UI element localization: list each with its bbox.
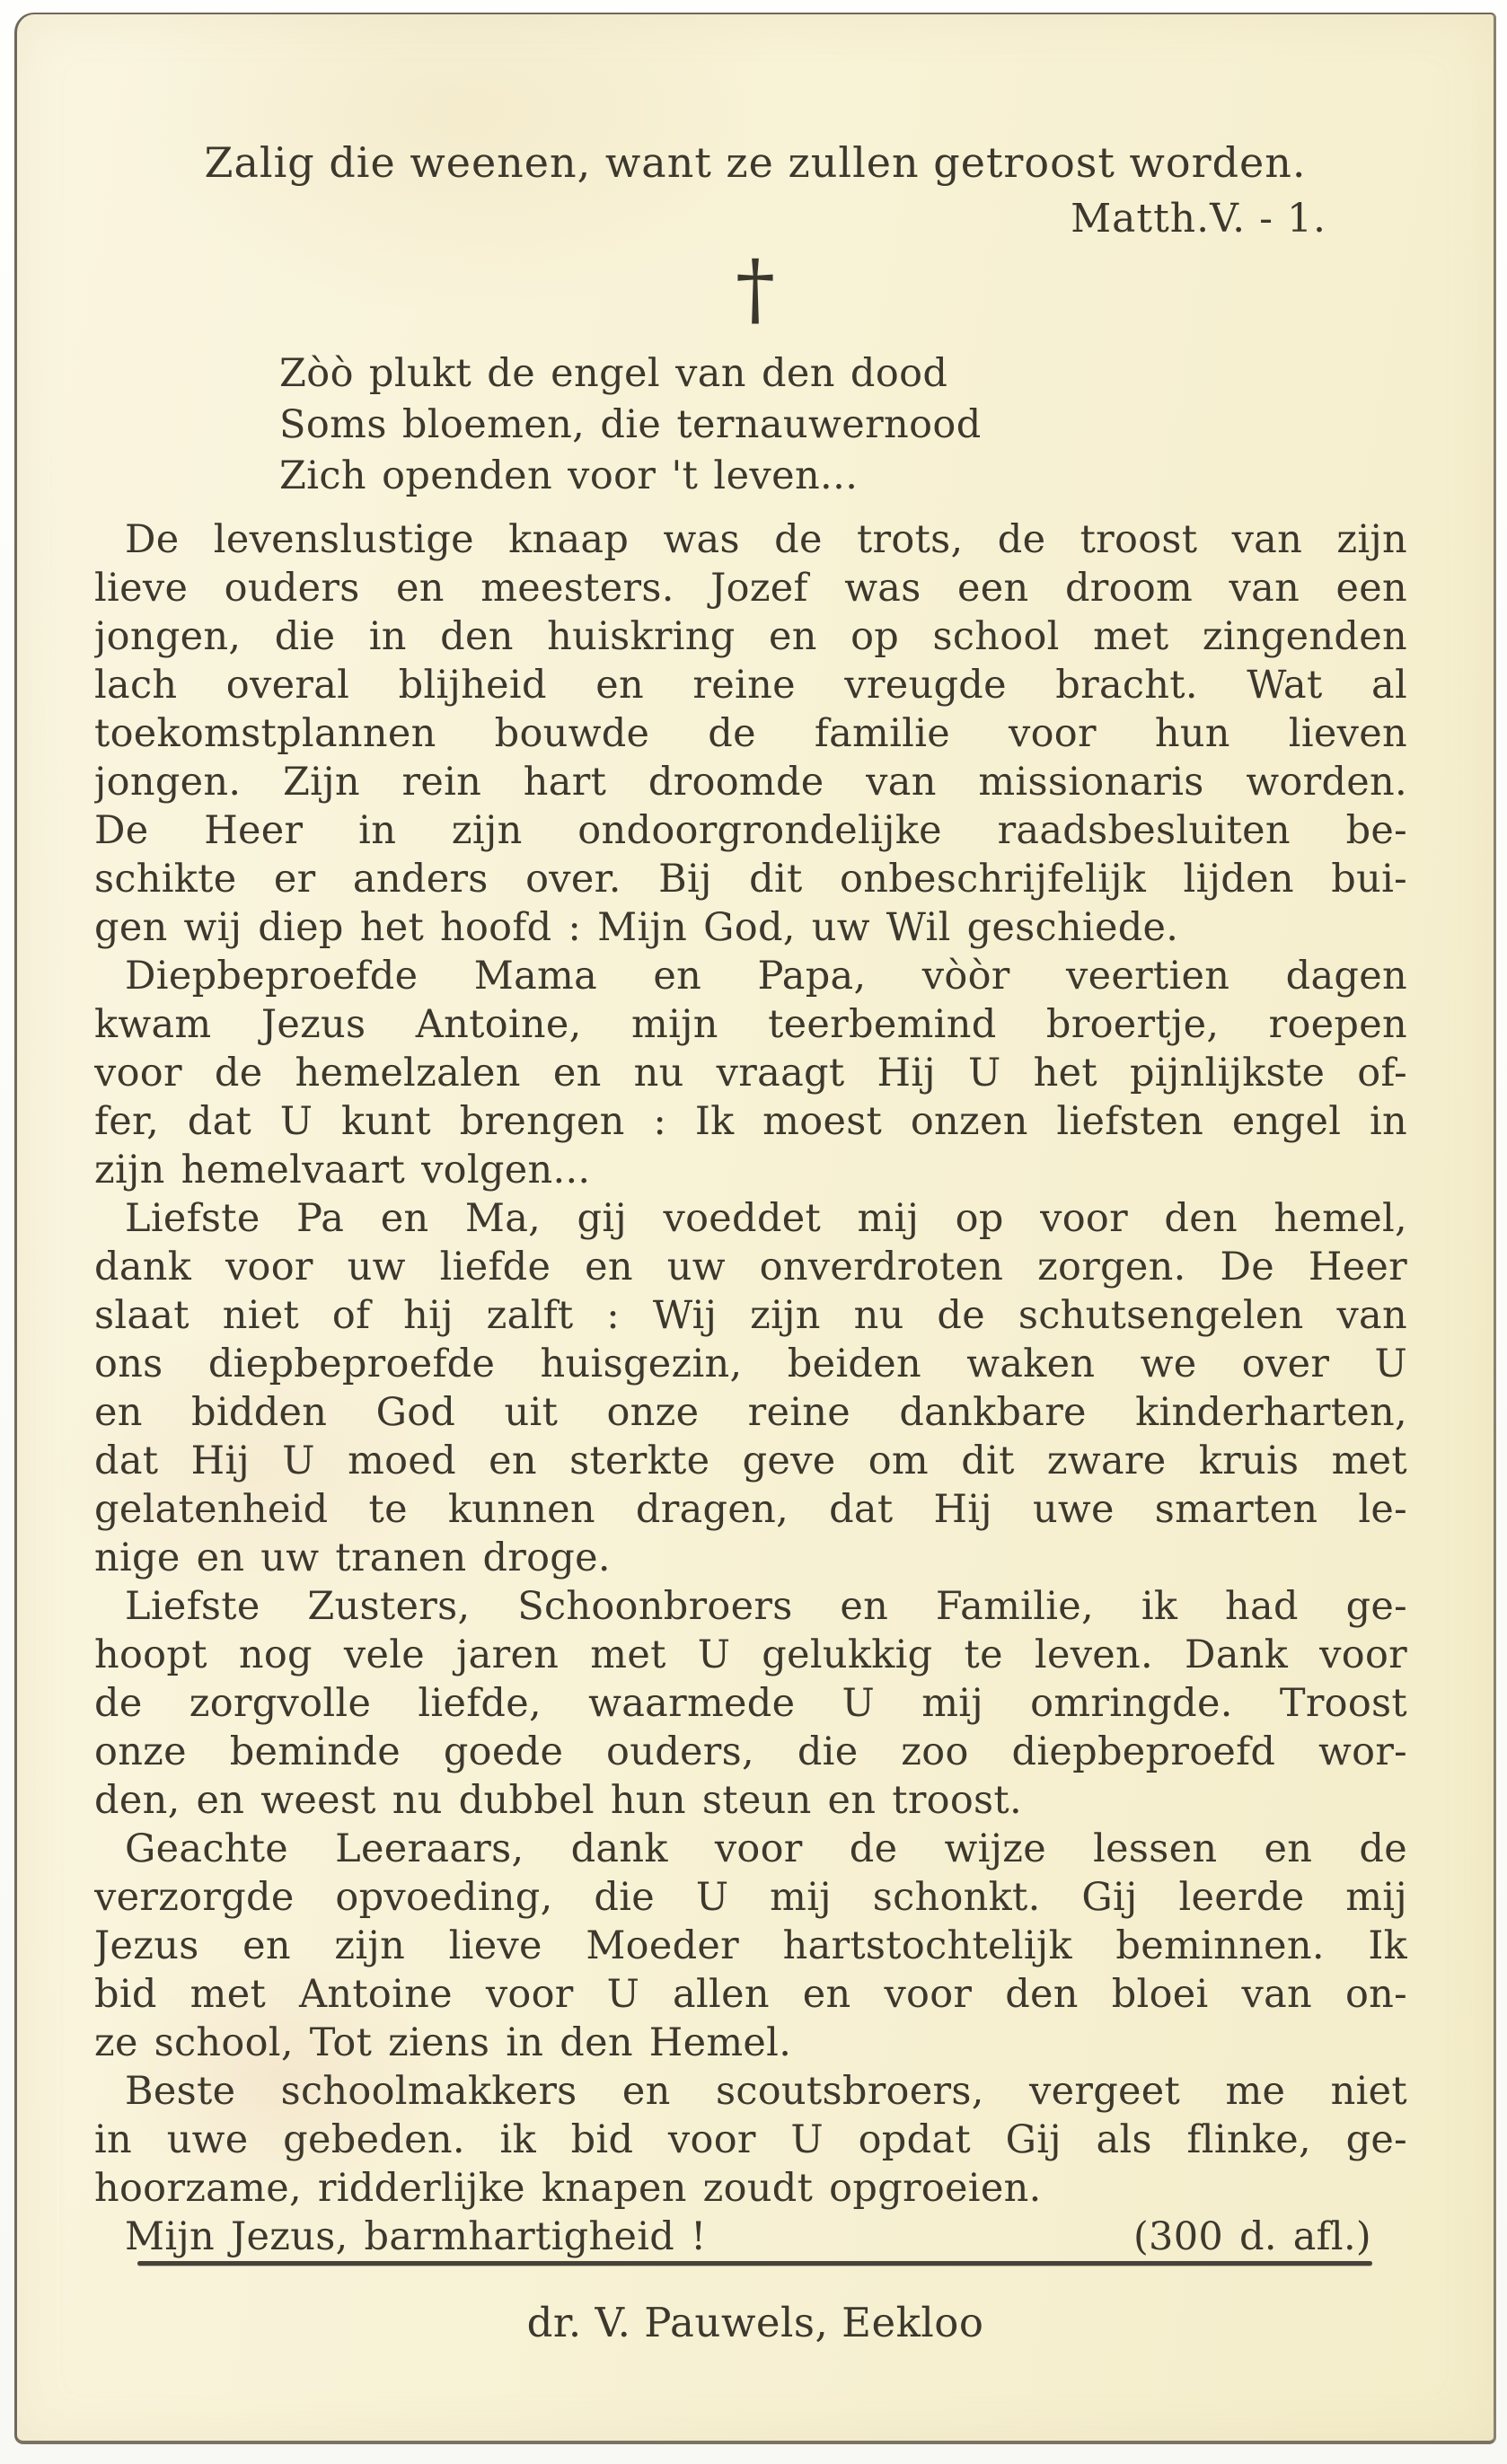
text-line: jongen, die in den huiskring en op school met zingenden xyxy=(94,614,1407,659)
text-line: schikte er anders over. Bij dit onbeschrijfelijk lijden bui- xyxy=(94,857,1407,902)
text-line: fer, dat U kunt brengen : Ik moest onzen liefsten engel in xyxy=(94,1099,1407,1144)
memorial-card xyxy=(14,13,1496,2444)
text-line: voor de hemelzalen en nu vraagt Hij U het pijnlijkste of- xyxy=(94,1051,1407,1096)
text-line: De levenslustige knaap was de trots, de troost van zijn xyxy=(125,517,1407,562)
text-line: lach overal blijheid en reine vreugde bracht. Wat al xyxy=(94,663,1407,708)
memorial-text-block xyxy=(94,515,1407,2261)
text-line: zijn hemelvaart volgen... xyxy=(94,1148,591,1192)
text-line: Soms bloemen, die ternauwernood xyxy=(279,402,982,447)
text-line: Geachte Leeraars, dank voor de wijze lessen en de xyxy=(125,1826,1407,1871)
text-line: onze beminde goede ouders, die zoo diepbeproefd wor- xyxy=(94,1729,1407,1774)
paragraph-schoolmakkers xyxy=(94,2067,1407,2213)
text-line: lieve ouders en meesters. Jozef was een droom van een xyxy=(94,566,1407,611)
paragraph-parents-news xyxy=(94,952,1407,1194)
text-line: jongen. Zijn rein hart droomde van missionaris worden. xyxy=(94,760,1407,805)
text-line: Beste schoolmakkers en scoutsbroers, vergeet me niet xyxy=(125,2069,1407,2114)
text-line: gen wij diep het hoofd : Mijn God, uw Wil geschiede. xyxy=(94,905,1179,950)
text-line: hoopt nog vele jaren met U gelukkig te leven. Dank voor xyxy=(94,1632,1407,1677)
text-line: gelatenheid te kunnen dragen, dat Hij uwe smarten le- xyxy=(94,1487,1407,1532)
closing-prayer: Mijn Jezus, barmhartigheid ! xyxy=(125,2214,707,2259)
beatitude-quote: Zalig die weenen, want ze zullen getroost worden. xyxy=(204,138,1307,187)
paragraph-zusters xyxy=(94,1582,1407,1825)
text-line: ze school, Tot ziens in den Hemel. xyxy=(94,2020,792,2065)
text-line: dat Hij U moed en sterkte geve om dit zware kruis met xyxy=(94,1439,1407,1483)
text-line: Jezus en zijn lieve Moeder hartstochtelijk beminnen. Ik xyxy=(94,1923,1407,1968)
indulgence-note: (300 d. afl.) xyxy=(1132,2214,1371,2259)
text-line: De Heer in zijn ondoorgrondelijke raadsbesluiten be- xyxy=(94,808,1407,853)
latin-cross-icon: † xyxy=(736,242,775,335)
text-line: den, en weest nu dubbel hun steun en troost. xyxy=(94,1778,1022,1823)
text-line: Liefste Zusters, Schoonbroers en Familie, ik had ge- xyxy=(125,1584,1407,1629)
closing-prayer-row xyxy=(94,2213,1407,2261)
text-line: de zorgvolle liefde, waarmede U mij omringde. Troost xyxy=(94,1681,1407,1726)
text-line: slaat niet of hij zalft : Wij zijn nu de schutsengelen van xyxy=(94,1293,1407,1338)
text-line: Diepbeproefde Mama en Papa, vòòr veertien dagen xyxy=(125,954,1407,999)
text-line: ons diepbeproefde huisgezin, beiden waken we over U xyxy=(94,1342,1407,1386)
text-line: kwam Jezus Antoine, mijn teerbemind broertje, roepen xyxy=(94,1002,1407,1047)
text-line: nige en uw tranen droge. xyxy=(94,1536,611,1580)
text-line: toekomstplannen bouwde de familie voor hun lieven xyxy=(94,711,1407,756)
text-line: hoorzame, ridderlijke knapen zoudt opgroeien. xyxy=(94,2166,1042,2211)
printer-imprint: dr. V. Pauwels, Eekloo xyxy=(526,2299,984,2346)
paragraph-leeraars xyxy=(94,1825,1407,2067)
divider-rule xyxy=(137,2261,1372,2266)
memorial-poem xyxy=(279,348,982,502)
text-line: Zòò plukt de engel van den dood xyxy=(279,351,948,396)
paragraph-intro xyxy=(94,515,1407,952)
text-line: bid met Antoine voor U allen en voor den bloei van on- xyxy=(94,1972,1407,2017)
text-line: in uwe gebeden. ik bid voor U opdat Gij als flinke, ge- xyxy=(94,2117,1407,2162)
text-line: dank voor uw liefde en uw onverdroten zorgen. De Heer xyxy=(94,1245,1407,1289)
paragraph-pa-en-ma xyxy=(94,1194,1407,1582)
text-line: Liefste Pa en Ma, gij voeddet mij op voor den hemel, xyxy=(125,1196,1407,1241)
scripture-reference: Matth.V. - 1. xyxy=(1071,196,1326,242)
text-line: en bidden God uit onze reine dankbare kinderharten, xyxy=(94,1390,1407,1435)
text-line: Zich openden voor 't leven... xyxy=(279,453,859,498)
text-line: verzorgde opvoeding, die U mij schonkt. Gij leerde mij xyxy=(94,1875,1407,1920)
